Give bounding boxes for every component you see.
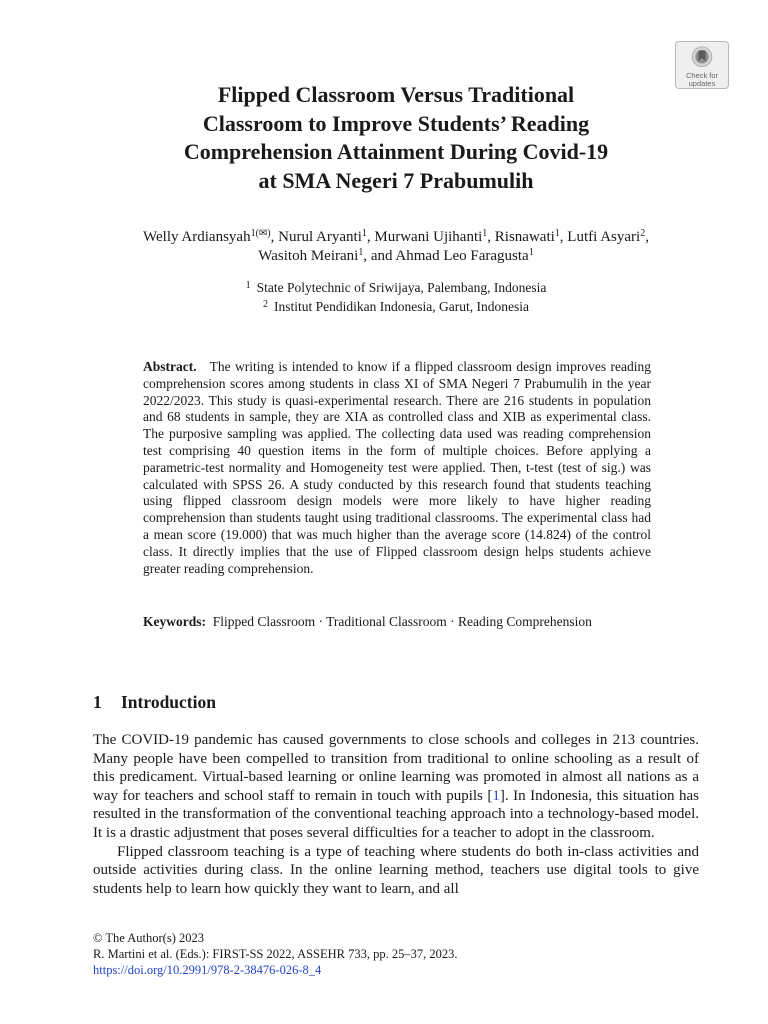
- section-number: 1: [93, 692, 102, 712]
- keywords-label: Keywords:: [143, 614, 206, 629]
- author-name: Murwani Ujihanti: [374, 229, 483, 245]
- author-separator: ,: [645, 229, 649, 245]
- badge-line-1: Check for: [685, 71, 719, 80]
- author-affiliation-mark: 1: [554, 228, 560, 239]
- author-affiliation-mark: 1: [482, 228, 488, 239]
- keywords: [143, 614, 651, 631]
- paragraph-text: ]. In Indonesia, this situation has resulted in the transformation of the conventional teaching approach into a technology-based model. It is a drastic adjustment that poses several difficulties for a teacher to adopt in the classroom.: [93, 787, 699, 841]
- author-affiliation-mark: 1: [528, 247, 534, 258]
- author-affiliation-mark[interactable]: 1(✉): [250, 228, 271, 239]
- author-list: [90, 228, 702, 266]
- doi-link[interactable]: https://doi.org/10.2991/978-2-38476-026-8_4: [93, 963, 322, 977]
- author-separator: ,: [559, 229, 568, 245]
- author-separator: ,: [366, 229, 375, 245]
- section-heading-introduction: [93, 690, 216, 714]
- abstract: [143, 359, 651, 577]
- author-name: Nurul Aryanti: [278, 229, 362, 245]
- author-affiliation-mark: 1: [361, 228, 367, 239]
- author-affiliation-mark: 2: [640, 228, 646, 239]
- citation-info: R. Martini et al. (Eds.): FIRST-SS 2022, ASSEHR 733, pp. 25–37, 2023.: [93, 947, 458, 961]
- introduction-body: [93, 731, 699, 898]
- bookmark-ribbon-icon: [687, 46, 717, 71]
- author-separator: ,: [270, 229, 279, 245]
- title-line: at SMA Negeri 7 Prabumulih: [258, 167, 534, 193]
- affiliation-number: 1: [245, 280, 251, 291]
- title-line: Flipped Classroom Versus Traditional: [217, 82, 575, 107]
- abstract-label: Abstract.: [143, 359, 197, 374]
- title-line: Classroom to Improve Students’ Reading: [202, 110, 590, 136]
- author-affiliation-mark: 1: [358, 247, 364, 258]
- badge-line-2: updates: [688, 79, 716, 88]
- paper-title: [100, 81, 692, 195]
- author-name: Welly Ardiansyah: [143, 229, 251, 245]
- citation-link[interactable]: 1: [492, 787, 500, 804]
- author-name: Ahmad Leo Faragusta: [395, 248, 529, 264]
- author-separator: , and: [363, 248, 396, 264]
- author-name: Lutfi Asyari: [567, 229, 641, 245]
- paragraph: Flipped classroom teaching is a type of teaching where students do both in-class activities and outside activities during class. In the online learning method, teachers use digital tools to give students help to learn how quickly they want to learn, and all: [93, 843, 699, 897]
- section-title: Introduction: [121, 692, 216, 712]
- keywords-text: Flipped Classroom · Traditional Classroom · Reading Comprehension: [212, 614, 592, 629]
- affiliation: [90, 297, 702, 316]
- author-name: Risnawati: [494, 229, 555, 245]
- author-separator: ,: [487, 229, 495, 245]
- affiliation: [90, 278, 702, 297]
- paragraph: [93, 731, 699, 843]
- abstract-text: The writing is intended to know if a flipped classroom design improves reading comprehension scores among students in class XI of SMA Negeri 7 Prabumulih in the year 2022/2023. This study is quasi-experimental research. There are 216 students in population and 68 students in sample, they are XIA as controlled class and XIB as experimental class. The purposive sampling was applied. The collecting data used was reading comprehension test comprising 40 question items in the form of multiple choices. Before applying a parametric-test normality and Homogeneity test were applied. Then, t-test (test of sig.) was calculated with SPSS 26. A study conducted by this research found that students teaching using flipped classroom design models were more likely to have higher reading comprehension than students taught using traditional classrooms. The experimental class had a mean score (19.000) that was much higher than the average score (14.824) of the control class. It directly implies that the use of Flipped classroom design helps students achieve greater reading comprehension.: [143, 359, 651, 576]
- title-line: Comprehension Attainment During Covid-19: [183, 139, 609, 164]
- affiliation-number: 2: [263, 299, 269, 310]
- affiliations: [90, 278, 702, 316]
- affiliation-text: Institut Pendidikan Indonesia, Garut, Indonesia: [274, 299, 529, 314]
- paragraph-text: The COVID-19 pandemic has caused governments to close schools and colleges in 213 countries. Many people have been compelled to transition from traditional to online schooling as a result of this predicament. Virtual-based learning or online learning was promoted in almost all nations as a way for teachers and school staff to remain in touch with pupils [: [93, 732, 699, 804]
- footer: [93, 930, 458, 978]
- affiliation-text: State Polytechnic of Sriwijaya, Palembang, Indonesia: [256, 280, 547, 295]
- copyright: © The Author(s) 2023: [93, 931, 204, 945]
- author-name: Wasitoh Meirani: [258, 248, 359, 264]
